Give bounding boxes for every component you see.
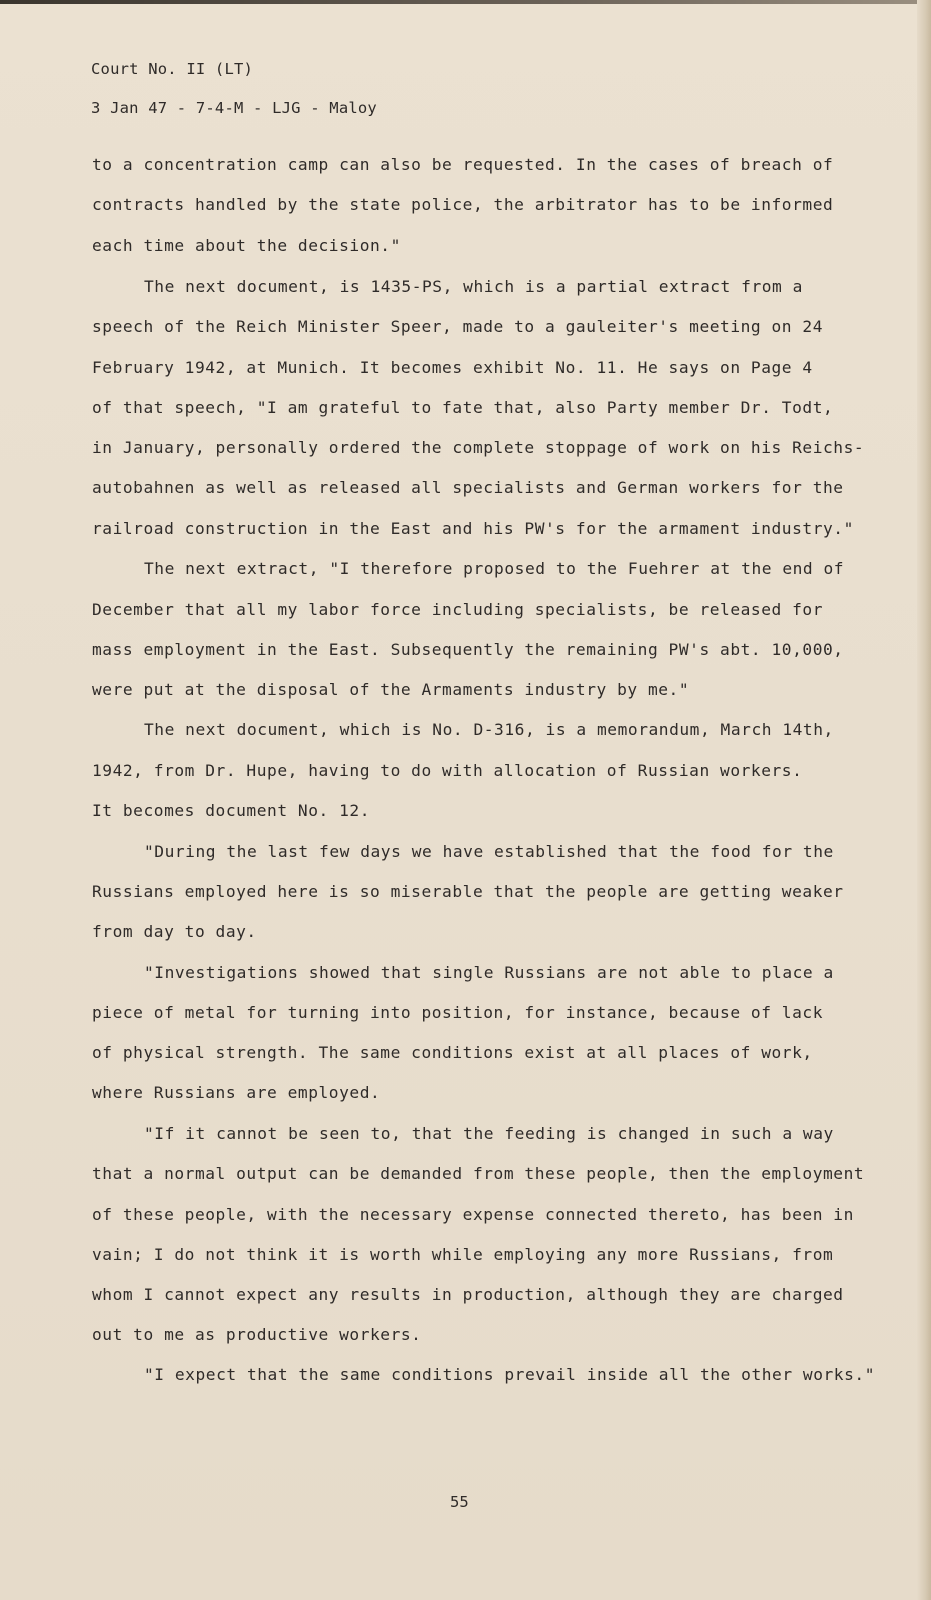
text-line: It becomes document No. 12.	[92, 801, 370, 820]
text-line: autobahnen as well as released all specialists and German workers for the	[92, 478, 844, 497]
text-line: were put at the disposal of the Armaments industry by me."	[92, 680, 690, 699]
text-line: mass employment in the East. Subsequently the remaining PW's abt. 10,000,	[92, 640, 844, 659]
text-line: to a concentration camp can also be requested. In the cases of breach of	[92, 155, 834, 174]
text-line: Russians employed here is so miserable that the people are getting weaker	[92, 882, 844, 901]
text-line: out to me as productive workers.	[92, 1325, 422, 1344]
text-line: "During the last few days we have established that the food for the	[144, 842, 834, 861]
text-line: from day to day.	[92, 922, 257, 941]
text-line: each time about the decision."	[92, 236, 401, 255]
text-line: railroad construction in the East and his PW's for the armament industry."	[92, 519, 854, 538]
text-line: The next document, which is No. D-316, is a memorandum, March 14th,	[144, 720, 834, 739]
text-line: that a normal output can be demanded from these people, then the employment	[92, 1164, 865, 1183]
text-line: of these people, with the necessary expense connected thereto, has been in	[92, 1205, 854, 1224]
session-header: 3 Jan 47 - 7-4-M - LJG - Maloy	[91, 99, 377, 117]
text-line: "If it cannot be seen to, that the feeding is changed in such a way	[144, 1124, 834, 1143]
text-line: February 1942, at Munich. It becomes exhibit No. 11. He says on Page 4	[92, 358, 813, 377]
text-line: whom I cannot expect any results in production, although they are charged	[92, 1285, 844, 1304]
page-number: 55	[450, 1493, 469, 1511]
page-right-edge	[917, 0, 931, 1600]
text-line: piece of metal for turning into position, for instance, because of lack	[92, 1003, 823, 1022]
text-line: 1942, from Dr. Hupe, having to do with allocation of Russian workers.	[92, 761, 803, 780]
text-line: The next extract, "I therefore proposed to the Fuehrer at the end of	[144, 559, 845, 578]
text-line: speech of the Reich Minister Speer, made to a gauleiter's meeting on 24	[92, 317, 823, 336]
court-header: Court No. II (LT)	[91, 60, 254, 78]
text-line: "I expect that the same conditions prevail inside all the other works."	[144, 1365, 875, 1384]
page-top-edge	[0, 0, 931, 4]
text-line: of physical strength. The same conditions exist at all places of work,	[92, 1043, 813, 1062]
text-line: in January, personally ordered the complete stoppage of work on his Reichs-	[92, 438, 865, 457]
text-line: of that speech, "I am grateful to fate that, also Party member Dr. Todt,	[92, 398, 834, 417]
text-line: "Investigations showed that single Russians are not able to place a	[144, 963, 834, 982]
text-line: The next document, is 1435-PS, which is a partial extract from a	[144, 277, 803, 296]
text-line: where Russians are employed.	[92, 1083, 381, 1102]
text-line: vain; I do not think it is worth while employing any more Russians, from	[92, 1245, 834, 1264]
text-line: contracts handled by the state police, the arbitrator has to be informed	[92, 195, 834, 214]
text-line: December that all my labor force including specialists, be released for	[92, 600, 823, 619]
